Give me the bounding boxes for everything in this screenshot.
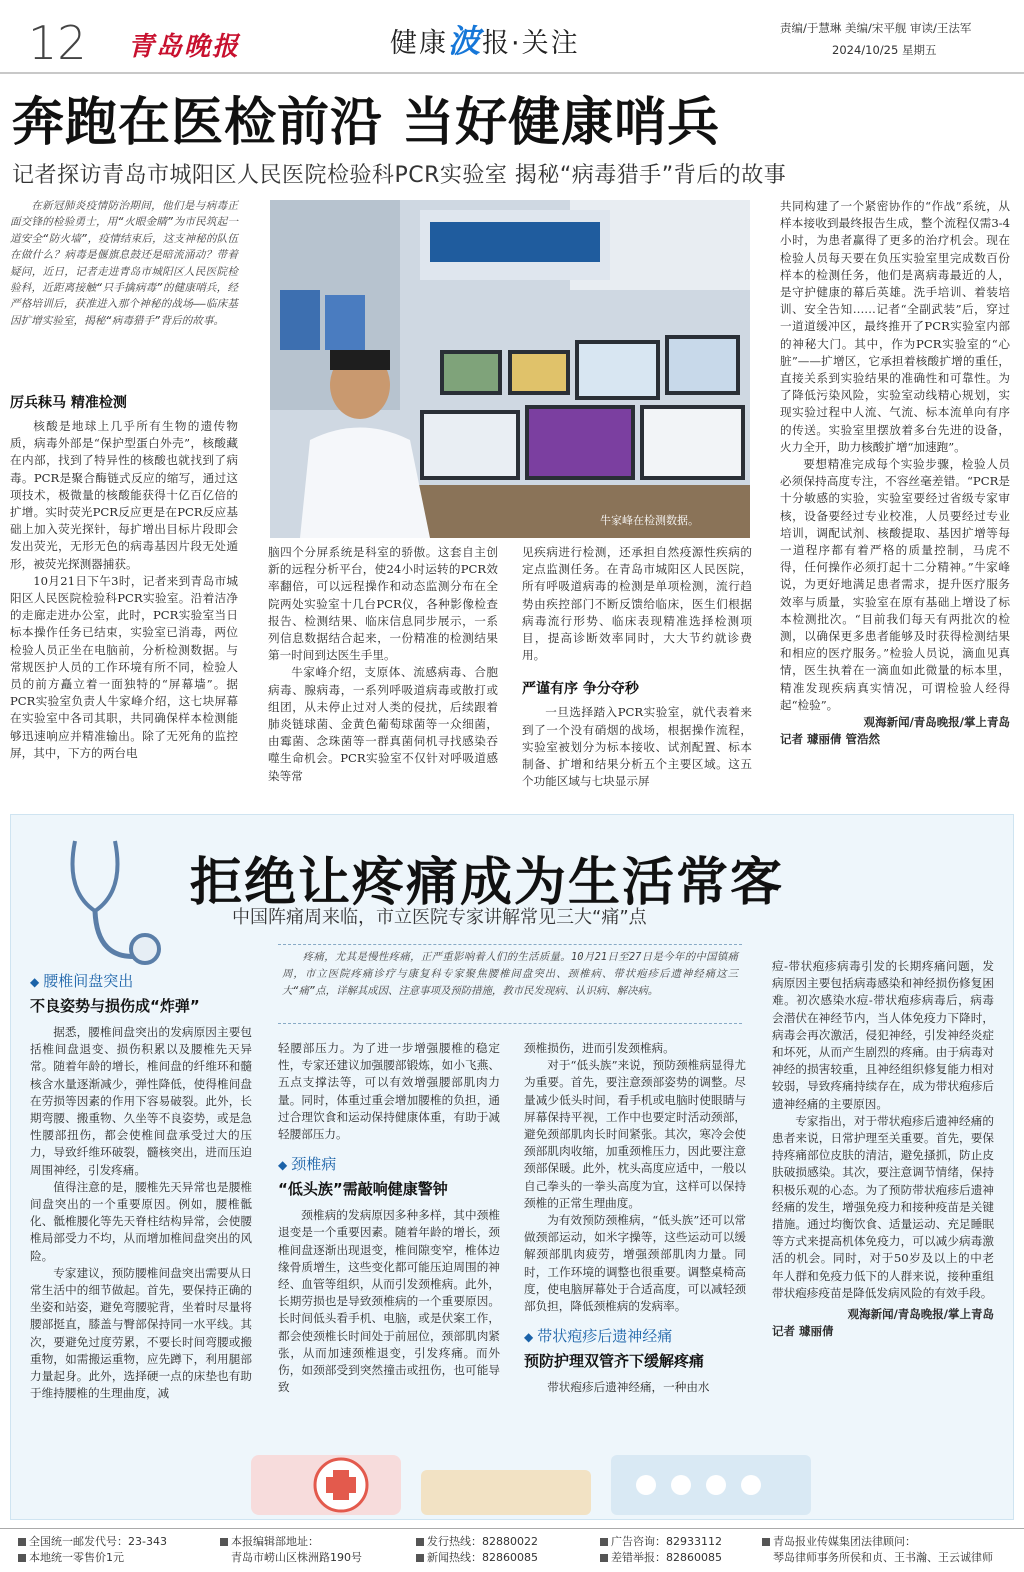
footer-item-postal: 全国统一邮发代号：23-343 本地统一零售价1元	[18, 1534, 167, 1566]
article1-lead	[10, 198, 238, 329]
credit-line: 观海新闻/青岛晚报/掌上青岛	[863, 715, 1010, 730]
article1-subhead: 记者探访青岛市城阳区人民医院检验科PCR实验室 揭秘“病毒猎手”背后的故事	[12, 163, 787, 188]
paragraph: 值得注意的是，腰椎先天异常也是腰椎间盘突出的一个重要原因。例如，腰椎骶化、骶椎腰化等先天脊柱结构异常，会使腰椎局部受力不均，从而增加椎间盘突出的风险。	[30, 1179, 252, 1263]
section-title-cervical: “低头族”需敲响健康警钟	[278, 1180, 448, 1199]
article2-intro	[278, 944, 742, 1024]
article1-subtitle-1: 厉兵秣马 精准检测	[10, 395, 127, 411]
paragraph: 专家指出，对于带状疱疹后遗神经痛的患者来说，日常护理至关重要。首先，要保持疼痛部位皮肤的清洁，避免搔抓，防止皮肤破损感染。其次，要注意调节情绪，保持积极乐观的心态。为了预防带状疱疹后遗神经痛的发生，增强免疫力和接种疫苗是关键措施。通过均衡饮食、适量运动、充足睡眠等方式来提高机体免疫力，可以减少病毒激活的机会。同时，对于50岁及以上的中老年人群和免疫力低下的人群来说，接种重组带状疱疹疫苗是降低发病风险的有效手段。	[772, 1113, 994, 1300]
paragraph: 对于“低头族”来说，预防颈椎病显得尤为重要。首先，要注意颈部姿势的调整。尽量减少低头时间，看手机或电脑时使眼睛与屏幕保持平视，工作中也要定时活动颈部，避免颈部肌肉长时间紧张。其次，寒冷会使颈部肌肉收缩，加重颈椎压力，因此要注意颈部保暖。此外，枕头高度应适中，一般以自己拳头的一拳头高度为宜，这样可以保持颈椎的正常生理曲度。	[524, 1058, 746, 1210]
article1-column-4	[780, 198, 1010, 749]
article1-subtitle-2: 严谨有序 争分夺秒	[522, 681, 639, 698]
paragraph: 共同构建了一个紧密协作的“作战”系统，从样本接收到最终报告生成，整个流程仅需3-4小时，为患者赢得了更多的治疗机会。现在检验人员每天要在负压实验室里完成数百份样本的检测任务，他们是离病毒最近的人，是守护健康的幕后英雄。洗手培训、着装培训、安全告知……记者“全副武装”后，穿过一道道缓冲区，最终推开了PCR实验室内部的神秘大门。其中，作为PCR实验室的“心脏”——扩增区，它承担着核酸扩增的重任，直接关系到实验结果的准确性和可靠性。为了降低污染风险，实验室动线精心规划，实现实验过程中人流、气流、标本流单向有序的传送。实验室里摆放着多台先进的设备，火力全开，助力核酸扩增“加速跑”。	[780, 199, 1010, 454]
paragraph: 要想精准完成每个实验步骤，检验人员必须保持高度专注，不容丝毫差错。“PCR是十分敏感的实验，实验室要经过省级专家审核，设备要经过专业校准，人员要经过专业培训，调配试剂、核酸提取、基因扩增等每一道程序都有着严格的质量控制，马虎不得，任何操作必须打起十二分精神。”牛家峰说，为更好地满足患者需求，提升医疗服务效率与质量，实验室在原有基础上增设了标本检测批次。“目前我们每天有两批次的检测，以确保更多患者能够及时获得检测结果和相应的医疗服务。”检验人员说，滴血见真情，医生执着在一滴血如此微量的标本里，精准发现疾病真实情况，可谓检验人经得起“检验”。	[780, 457, 1010, 712]
diamond-icon: ◆	[278, 1158, 288, 1173]
square-bullet-icon	[600, 1554, 608, 1562]
paragraph: 10月21日下午3时，记者来到青岛市城阳区人民医院检验科PCR实验室。沿着洁净的走廊走进办公室，此时，PCR实验室当日标本操作任务已结束，实验室已消毒，两位检验人员正坐在电脑前，分析检测数据。与常规医护人员的工作环境有所不同，检验人员的前方矗立着一面独特的“屏幕墙”。据PCR实验室负责人牛家峰介绍，这七块屏幕在实验室中各司其职，共同确保样本检测能够迅速响应并精准输出。除了无死角的监控屏，其中，下方的两台电	[10, 573, 238, 760]
paragraph: 专家建议，预防腰椎间盘突出需要从日常生活中的细节做起。首先，要保持正确的坐姿和站姿，避免弯腰驼背，坐着时尽量将腰部挺直，膝盖与臀部保持同一水平线。其次，要避免过度劳累，不要长时间弯腰或搬重物，如需搬运重物，应先蹲下，利用腿部力量起身。此外，选择硬一点的床垫也有助于维持腰椎的生理曲度，减	[30, 1265, 252, 1401]
issue-date: 2024/10/25 星期五	[832, 43, 937, 57]
square-bullet-icon	[600, 1538, 608, 1546]
section-label-shingles: ◆ 带状疱疹后遗神经痛	[524, 1327, 673, 1346]
article1-column-2	[268, 544, 498, 785]
article2-title: 拒绝让疼痛成为生活常客	[190, 853, 785, 913]
square-bullet-icon	[762, 1538, 770, 1546]
square-bullet-icon	[220, 1538, 228, 1546]
article1-column-1	[10, 384, 238, 762]
section-suffix: 报·关注	[482, 28, 580, 59]
medicine-decoration-icon	[251, 1415, 811, 1515]
paragraph: 牛家峰介绍，支原体、流感病毒、合胞病毒、腺病毒，一系列呼吸道病毒或散打或组团，从未停止过对人类的侵扰，后续跟着肺炎链球菌、金黄色葡萄球菌等一众细菌，由霉菌、念珠菌等一群真菌伺机寻找感染吞噬生命机会。PCR实验室不仅针对呼吸道感染等常	[268, 665, 498, 783]
page-number: 12	[28, 16, 87, 70]
paragraph: 颈椎病的发病原因多种多样，其中颈椎退变是一个重要因素。随着年龄的增长，颈椎间盘逐渐出现退变，椎间隙变窄，椎体边缘骨质增生，这些变化都可能压迫周围的神经、血管等组织，从而引发颈椎病。此外，长期劳损也是导致颈椎病的一个重要原因。长时间低头看手机、电脑，或是伏案工作，都会使颈椎长时间处于前屈位，颈部肌肉紧张，从而加速颈椎退变，引发疼痛。而外伤，如颈部受到突然撞击或扭伤，也可能导致	[278, 1208, 500, 1395]
square-bullet-icon	[416, 1554, 424, 1562]
square-bullet-icon	[18, 1554, 26, 1562]
paragraph: 一旦选择踏入PCR实验室，就代表着来到了一个没有硝烟的战场，根据操作流程，实验室被划分为标本接收、试剂配置、标本制备、扩增和结果分析五个主要区域。这五个功能区域与七块显示屏	[522, 705, 752, 789]
footer-item-legal: 青岛报业传媒集团法律顾问： 琴岛律师事务所侯和贞、王书瀚、王云诚律师	[762, 1534, 993, 1566]
footer-divider	[0, 1528, 1024, 1529]
section-title-shingles: 预防护理双管齐下缓解疼痛	[524, 1352, 705, 1371]
diamond-icon: ◆	[30, 975, 40, 989]
credit-line: 观海新闻/青岛晚报/掌上青岛	[847, 1307, 994, 1322]
article2-column-2	[278, 1040, 500, 1396]
paragraph: 带状疱疹后遗神经痛，一种由水	[547, 1380, 710, 1395]
editors-line: 责编/于慧琳 美编/宋平舰 审读/王法军	[780, 21, 972, 35]
intro-paragraph: 疼痛，尤其是慢性疼痛，正严重影响着人们的生活质量。10月21日至27日是今年的中国镇痛周，市立医院疼痛诊疗与康复科专家聚焦腰椎间盘突出、颈椎病、带状疱疹后遗神经痛这三大“痛”点，详解其成因、注意事项及预防措施，教市民发现病、认识病、解决病。	[282, 951, 738, 998]
lab-photo-illustration	[270, 200, 750, 538]
article2-subtitle: 中国阵痛周来临，市立医院专家讲解常见三大“痛”点	[232, 907, 647, 928]
footer-item-ads: 广告咨询：82933112 差错举报：82860085	[600, 1534, 722, 1566]
lead-paragraph: 在新冠肺炎疫情防治期间，他们是与病毒正面交锋的检验勇士，用“火眼金睛”为市民筑起一道安全“防火墙”，疫情结束后，这支神秘的队伍在做什么？病毒是偃旗息鼓还是暗流涌动？带着疑问，近日，记者走进青岛市城阳区人民医院检验科，近距离接触“只手擒病毒”的健康哨兵，经严格培训后，获准进入那个神秘的战场——临床基因扩增实验室，揭秘“病毒猎手”背后的故事。	[10, 200, 238, 327]
paragraph: 为有效预防颈椎病，“低头族”还可以常做颈部运动，如米字操等，这些运动可以缓解颈部肌肉疲劳，增强颈部肌肉力量。同时，工作环境的调整也很重要。调整桌椅高度，使电脑屏幕处于合适高度，可以减轻颈部负担，降低颈椎病的发病率。	[524, 1213, 746, 1314]
paragraph: 颈椎损伤，进而引发颈椎病。	[524, 1041, 675, 1055]
article1-headline: 奔跑在医检前沿 当好健康哨兵	[12, 93, 721, 153]
photo-caption: 牛家峰在检测数据。	[600, 514, 699, 527]
section-label-lumbar: ◆ 腰椎间盘突出	[30, 972, 134, 990]
section-bo: 波	[448, 22, 483, 60]
stethoscope-icon	[45, 831, 175, 981]
masthead-divider	[0, 72, 1024, 74]
diamond-icon: ◆	[524, 1330, 534, 1345]
reporter-line: 记者 璩丽倩	[772, 1324, 834, 1339]
paragraph: 脑四个分屏系统是科室的骄傲。这套自主创新的远程分析平台，使24小时运转的PCR效率翻倍，可以远程操作和动态监测分布在全院两处实验室十几台PCR仪，各种影像检查报告、检测结果、临床信息同步展示，一系列信息数据结合起来，一份精准的检测结果第一时间到达医生手里。	[268, 545, 498, 663]
article2-column-4	[772, 958, 994, 1340]
footer-item-address: 本报编辑部地址： 青岛市崂山区株洲路190号	[220, 1534, 362, 1566]
footer-item-hotline: 发行热线：82880022 新闻热线：82860085	[416, 1534, 538, 1566]
paragraph: 据悉，腰椎间盘突出的发病原因主要包括椎间盘退变、损伤积累以及腰椎先天异常。随着年龄的增长，椎间盘的纤维环和髓核含水量逐渐减少，弹性降低，使得椎间盘在劳损等因素的作用下容易破裂。此外，长期弯腰、搬重物、久坐等不良姿势，或是急性腰部扭伤，都会使椎间盘承受过大的压力，导致纤维环破裂，髓核突出，进而压迫周围神经，引发疼痛。	[30, 1025, 252, 1177]
paragraph: 痘-带状疱疹病毒引发的长期疼痛问题，发病原因主要包括病毒感染和神经损伤修复困难。初次感染水痘-带状疱疹病毒后，病毒会潜伏在神经节内，当人体免疫力下降时，病毒会再次激活，侵犯神经，引发神经炎症和坏死，从而产生剧烈的疼痛。由于病毒对神经的损害较重，且神经组织修复能力相对较弱，导致疼痛持续存在，成为带状疱疹后遗神经痛的主要原因。	[772, 959, 994, 1111]
paper-name-logo: 青岛晚报	[128, 32, 241, 62]
paragraph: 核酸是地球上几乎所有生物的遗传物质，病毒外部是“保护型蛋白外壳”，核酸藏在内部，找到了特异性的核酸也就找到了病毒。PCR是聚合酶链式反应的缩写，通过这项技术，极微量的核酸能获得十亿百亿倍的扩增。实时荧光PCR反应更是在PCR反应基础上加入荧光探针，每扩增出目标片段即会发出荧光，无形无色的病毒基因片段无处遁形，被荧光探测器捕获。	[10, 419, 238, 571]
article2-column-1	[30, 970, 252, 1402]
article2-column-3	[524, 1040, 746, 1396]
paragraph: 见疾病进行检测，还承担自然疫源性疾病的定点监测任务。在青岛市城阳区人民医院，所有呼吸道病毒的检测是单项检测，流行趋势由疾控部门不断反馈给临床，医生们根据病毒流行形势、临床表现精准选择检测项目，提高诊断效率同时，大大节约就诊费用。	[522, 545, 752, 663]
section-prefix: 健康	[390, 28, 448, 59]
article1-column-3	[522, 544, 752, 790]
section-title	[390, 16, 580, 62]
square-bullet-icon	[416, 1538, 424, 1546]
section-title-lumbar: 不良姿势与损伤成“炸弹”	[30, 997, 200, 1015]
square-bullet-icon	[18, 1538, 26, 1546]
paragraph: 轻腰部压力。为了进一步增强腰椎的稳定性，专家还建议加强腰部锻炼，如小飞燕、五点支撑法等，可以有效增强腰部肌肉力量。同时，体重过重会增加腰椎的负担，通过合理饮食和运动保持健康体重，有助于减轻腰部压力。	[278, 1041, 500, 1142]
reporter-line: 记者 璩丽倩 管浩然	[780, 732, 881, 747]
section-label-cervical: ◆ 颈椎病	[278, 1155, 337, 1174]
lab-photo	[270, 200, 750, 538]
